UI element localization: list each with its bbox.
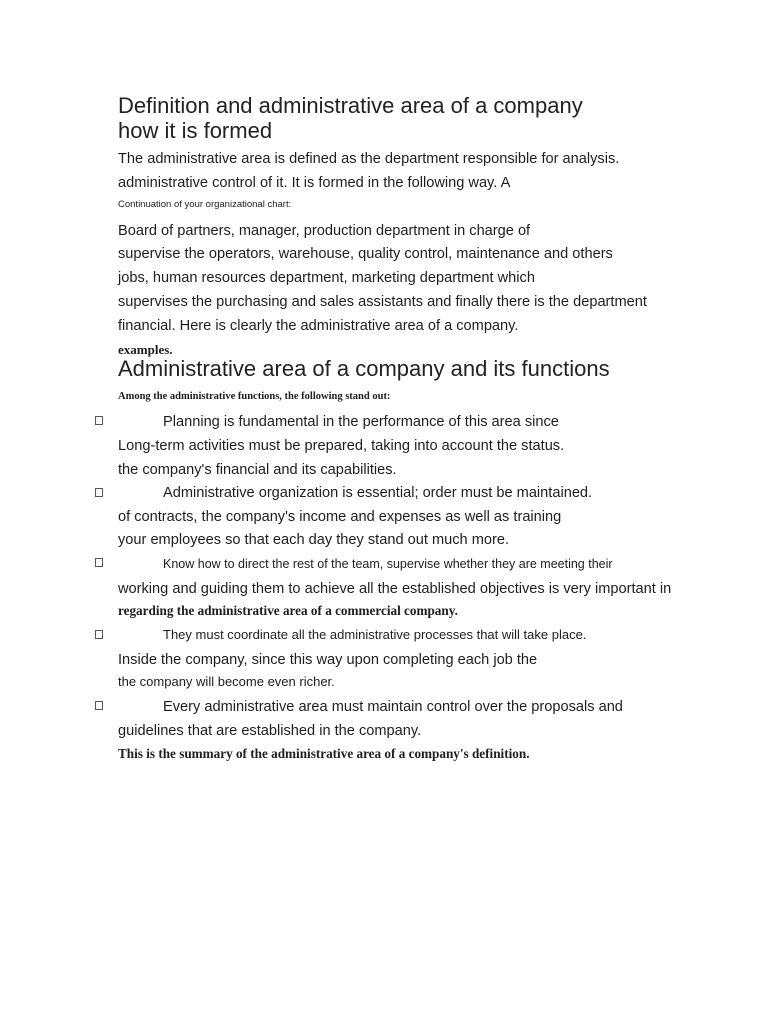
function-4-line-3: the company will become even richer.	[118, 674, 335, 689]
function-3-first-line: Know how to direct the rest of the team, supervise whether they are meeting their	[163, 557, 613, 571]
bullet-box-icon	[95, 558, 103, 567]
chart-description-line-1: Board of partners, manager, production department in charge of	[118, 223, 531, 239]
intro-line-1: The administrative area is defined as the department responsible for analysis.	[118, 151, 620, 167]
bullet-box-icon	[95, 701, 103, 710]
function-5-line-2: guidelines that are established in the company.	[118, 723, 422, 739]
examples-label: examples.	[118, 342, 173, 357]
chart-description-line-3: jobs, human resources department, marketing department which	[118, 270, 535, 286]
section-lead: Among the administrative functions, the following stand out:	[118, 391, 391, 402]
chart-description-line-5: financial. Here is clearly the administrative area of a company.	[118, 318, 519, 334]
bullet-box-icon	[95, 630, 103, 639]
intro-line-2: administrative control of it. It is formed in the following way. A	[118, 175, 511, 191]
function-1-line-2: Long-term activities must be prepared, taking into account the status.	[118, 438, 565, 454]
page-title-line-2: how it is formed	[118, 118, 273, 143]
function-2-line-3: your employees so that each day they stand out much more.	[118, 532, 510, 548]
function-3-line-3: regarding the administrative area of a commercial company.	[118, 603, 458, 618]
function-4-first-line: They must coordinate all the administrative processes that will take place.	[163, 627, 587, 642]
chart-description-line-2: supervise the operators, warehouse, quality control, maintenance and others	[118, 246, 613, 262]
org-chart-caption: Continuation of your organizational chart:	[118, 199, 292, 210]
bullet-box-icon	[95, 416, 103, 425]
page-title-line-1: Definition and administrative area of a company	[118, 93, 583, 118]
function-5-first-line: Every administrative area must maintain control over the proposals and	[163, 699, 623, 715]
summary-line: This is the summary of the administrative area of a company's definition.	[118, 746, 530, 761]
function-1-first-line: Planning is fundamental in the performance of this area since	[163, 414, 559, 430]
function-1-line-3: the company's financial and its capabilities.	[118, 462, 397, 478]
chart-description-line-4: supervises the purchasing and sales assistants and finally there is the department	[118, 294, 647, 310]
function-4-line-2: Inside the company, since this way upon completing each job the	[118, 652, 538, 668]
function-3-line-2: working and guiding them to achieve all the established objectives is very important in	[118, 581, 672, 597]
function-2-first-line: Administrative organization is essential; order must be maintained.	[163, 485, 593, 501]
section-heading: Administrative area of a company and its functions	[118, 356, 610, 381]
function-2-line-2: of contracts, the company's income and expenses as well as training	[118, 509, 562, 525]
bullet-box-icon	[95, 488, 103, 497]
